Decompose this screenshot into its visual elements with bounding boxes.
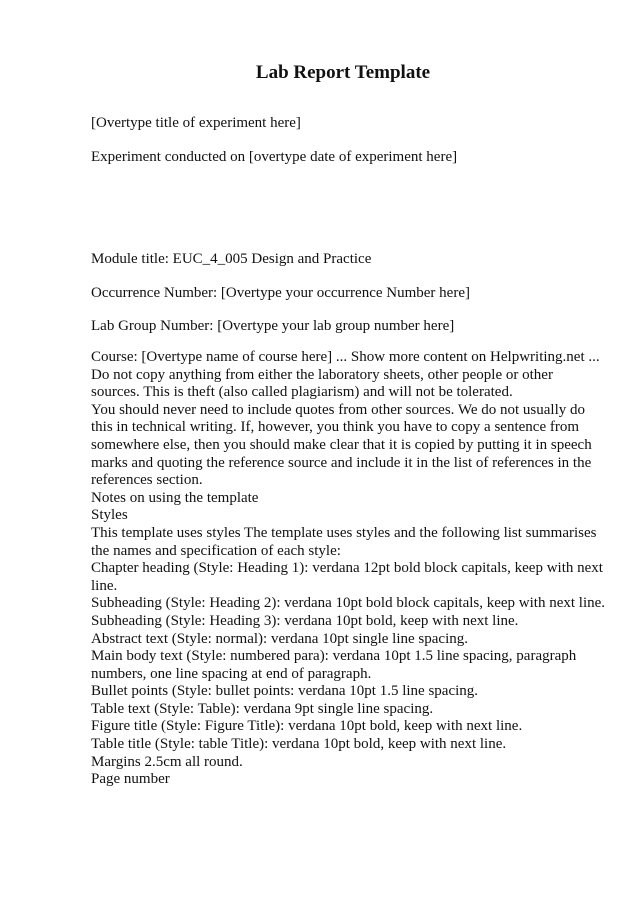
body-line: references section. <box>91 472 203 489</box>
body-line: Course: [Overtype name of course here] ... Show more content on Helpwriting.net ... <box>91 349 600 365</box>
body-text <box>91 349 611 789</box>
body-line: sources. This is theft (also called plagiarism) and will not be tolerated. <box>91 384 513 401</box>
body-line: numbers, one line spacing at end of paragraph. <box>91 665 372 682</box>
body-line: marks and quoting the reference source and include it in the list of references in the <box>91 454 592 471</box>
body-line: Subheading (Style: Heading 3): verdana 10pt bold, keep with next line. <box>91 612 519 629</box>
body-line: Abstract text (Style: normal): verdana 10pt single line spacing. <box>91 630 468 647</box>
body-line: Margins 2.5cm all round. <box>91 753 243 770</box>
document-title: Lab Report Template <box>255 62 431 83</box>
occurrence-number-line: Occurrence Number: [Overtype your occurrence Number here] <box>91 285 470 301</box>
body-line: this in technical writing. If, however, you think you have to copy a sentence from <box>91 419 580 436</box>
experiment-title-line: [Overtype title of experiment here] <box>91 115 301 131</box>
body-line: Notes on using the template <box>91 489 259 506</box>
body-line: Main body text (Style: numbered para): verdana 10pt 1.5 line spacing, paragraph <box>91 648 577 665</box>
body-line: Figure title (Style: Figure Title): verdana 10pt bold, keep with next line. <box>91 718 523 735</box>
body-line: Chapter heading (Style: Heading 1): verdana 12pt bold block capitals, keep with next <box>91 560 603 577</box>
body-line: Page number <box>91 771 170 788</box>
body-line: Styles <box>91 507 128 524</box>
body-line: Subheading (Style: Heading 2): verdana 10pt bold block capitals, keep with next line. <box>91 595 606 612</box>
body-line: Bullet points (Style: bullet points: verdana 10pt 1.5 line spacing. <box>91 683 479 700</box>
body-line: Do not copy anything from either the laboratory sheets, other people or other <box>91 366 553 383</box>
lab-group-number-line: Lab Group Number: [Overtype your lab group number here] <box>91 318 455 334</box>
module-title-line: Module title: EUC_4_005 Design and Practice <box>91 251 372 267</box>
body-line: somewhere else, then you should make clear that it is copied by putting it in speech <box>91 436 592 453</box>
body-line: Table title (Style: table Title): verdana 10pt bold, keep with next line. <box>91 736 507 753</box>
body-line: Table text (Style: Table): verdana 9pt single line spacing. <box>91 700 434 717</box>
experiment-date-line: Experiment conducted on [overtype date of experiment here] <box>91 149 458 165</box>
body-line: You should never need to include quotes from other sources. We do not usually do <box>91 401 585 418</box>
body-line: the names and specification of each style: <box>91 542 341 559</box>
body-line: This template uses styles The template uses styles and the following list summarises <box>91 524 597 541</box>
body-line: line. <box>91 577 118 594</box>
